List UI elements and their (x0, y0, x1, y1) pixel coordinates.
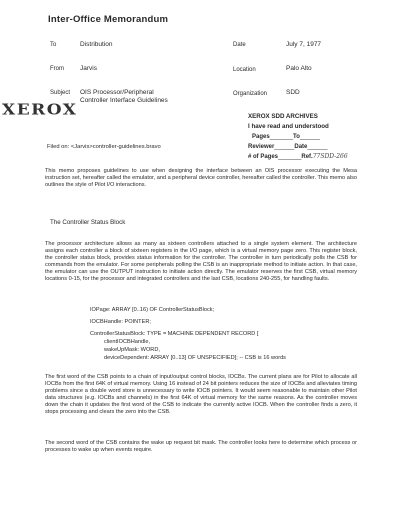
archive-stamp (248, 112, 348, 162)
stamp-ref-value: 77SDD-266 (312, 153, 348, 160)
stamp-date-label: Date (294, 144, 308, 150)
stamp-read-line: I have read and understood (248, 123, 329, 130)
wakeup-paragraph: The second word of the CSB contains the wake up request bit mask. The controller looks here to determine which process or processes to wake up when events require. (45, 440, 357, 454)
code-field-1: clientIOCBHandle, (104, 339, 151, 345)
csb-paragraph: The processor architecture allows as many as sixteen controllers attached to a single system element. The architecture assigns each controller a block of sixteen registers in the I/O page, which is a virtual memory page zero. This register block, the controller status block, provides status information for the controller. The controller in turn periodically polls the CSB for commands from the emulator. For some peripherals polling the CSB is an inappropriate method to initiate action. In that case, the emulator can use the OUTPUT instruction to initiate action directly. The emulator reserves the first CSB, virtual memory locations 0-15, for the processor and integrated controllers and the last CSB, locations 240-255, for handling faults. (45, 241, 357, 283)
from-label: From (50, 66, 64, 72)
organization-value: SDD (286, 89, 300, 96)
stamp-reviewer-row: Reviewer______Date______ (248, 144, 328, 150)
date-value: July 7, 1977 (286, 41, 322, 48)
stamp-pages-row: Pages_______To______ (252, 134, 320, 140)
to-value: Distribution (80, 41, 113, 48)
location-value: Palo Alto (286, 65, 312, 72)
stamp-ref-label: Ref. (301, 154, 313, 160)
code-block (90, 306, 286, 362)
section-heading: The Controller Status Block (50, 219, 126, 226)
stamp-archive-title: XEROX SDD ARCHIVES (248, 113, 318, 120)
memo-title: Inter-Office Memorandum (48, 14, 169, 25)
date-label: Date (233, 42, 246, 48)
code-field-3: deviceDependent: ARRAY [0..13] OF UNSPECIFIED]; -- CSB is 16 words (104, 355, 286, 361)
stamp-numpages-label: # of Pages (248, 154, 279, 160)
subject-label: Subject (50, 90, 71, 96)
code-field-2: wakeUpMask: WORD, (104, 347, 160, 353)
code-iocbhandle: IOCBHandle: POINTER; (90, 319, 151, 325)
xerox-logo: XEROX (2, 101, 78, 119)
code-csb-decl: ControllerStatusBlock: TYPE = MACHINE DEPENDENT RECORD [ (90, 331, 259, 337)
location-label: Location (233, 67, 256, 73)
from-value: Jarvis (80, 65, 97, 72)
to-label: To (50, 42, 57, 48)
subject-line-2: Controller Interface Guidelines (80, 97, 168, 104)
code-iopage: IOPage: ARRAY [0..16) OF ControllerStatusBlock; (90, 307, 215, 313)
stamp-reviewer-label: Reviewer (248, 144, 275, 150)
subject-line-1: OIS Processor/Peripheral (80, 89, 154, 96)
intro-paragraph: This memo proposes guidelines to use when designing the interface between an OIS processor executing the Mesa instruction set, hereafter called the emulator, and a peripheral device controller, hereafter called the controller. This memo also outlines the style of Pilot I/O interactions. (45, 168, 357, 189)
organization-label: Organization (233, 91, 268, 97)
stamp-to-label: To (293, 134, 300, 140)
stamp-pages-label: Pages (252, 134, 270, 140)
iocb-paragraph: The first word of the CSB points to a chain of input/output control blocks, IOCBs. The current plans are for Pilot to allocate all IOCBs from the first 64K of virtual memory. Using 16 instead of 24 bit pointers reduces the size of IOCBs and alleviates timing problems since a double word store is unnecessary to write IOCB pointers. It would seem reasonable to maintain other Pilot data structures (e.g. IOCBs and channels) in the first 64K of virtual memory for the same reasons. As the controller moves down the chain it updates the first word of the CSB to indicate the currently active IOCB. When the controller finds a zero, it stops processing and clears the zero into the CSB. (45, 374, 357, 416)
filed-on: Filed on: <Jarvis>controller-guidelines.bravo (47, 144, 161, 150)
stamp-numpages-row: # of Pages_______Ref.77SDD-266 (248, 153, 348, 160)
